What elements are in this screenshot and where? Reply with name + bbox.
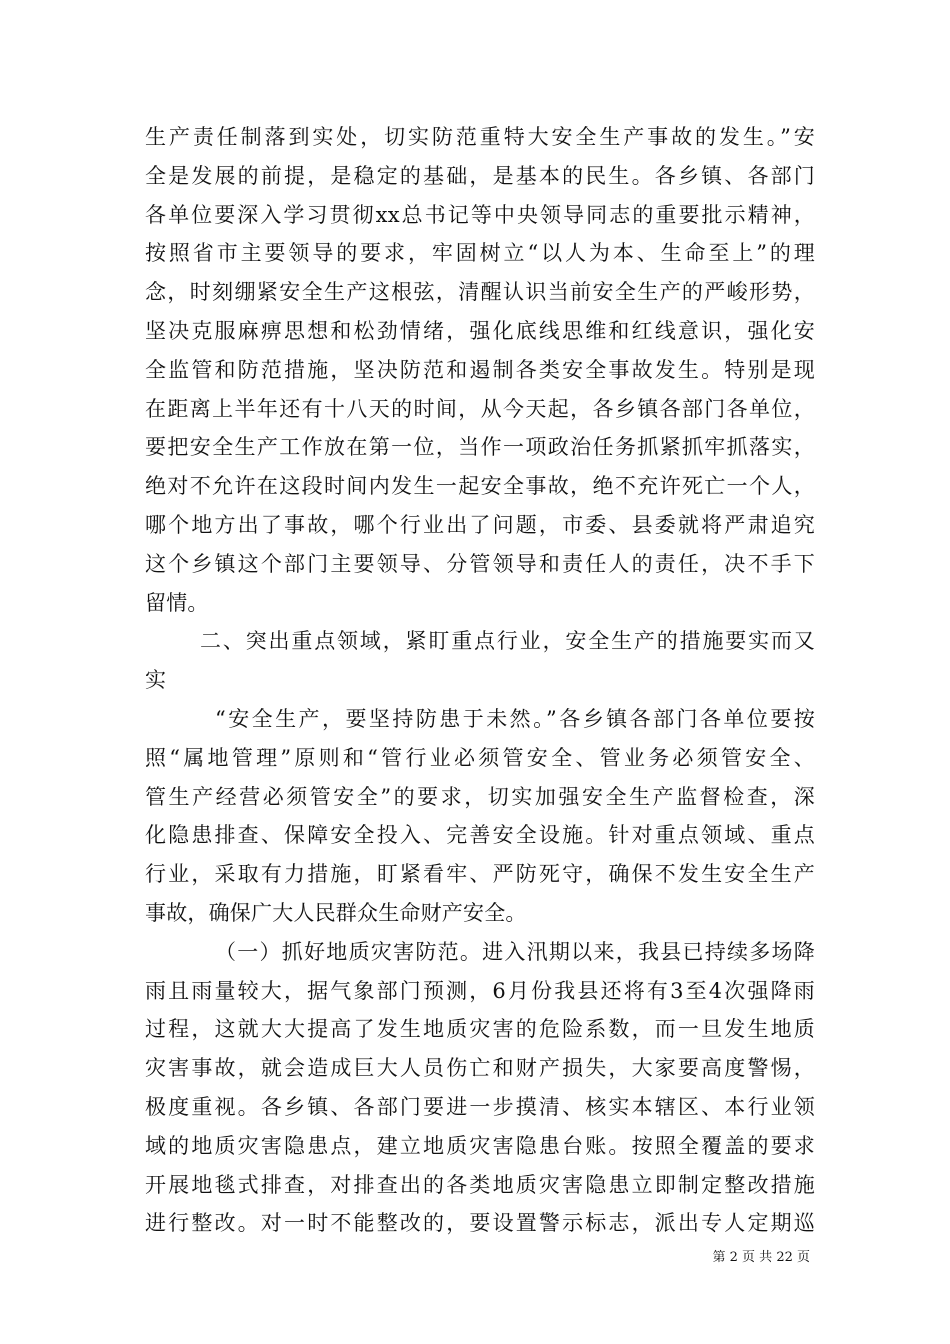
text-line: “安全生产，要坚持防患于未然。”各乡镇各部门各单位要按 xyxy=(215,706,815,731)
text-line: 各单位要深入学习贯彻xx总书记等中央领导同志的重要批示精神， xyxy=(145,202,815,227)
text-line: 在距离上半年还有十八天的时间，从今天起，各乡镇各部门各单位， xyxy=(145,396,815,421)
text-line: 坚决克服麻痹思想和松劲情绪，强化底线思维和红线意识，强化安 xyxy=(145,318,815,343)
text-line: 管生产经营必须管安全”的要求，切实加强安全生产监督检查，深 xyxy=(145,784,815,809)
text-line: 全是发展的前提，是稳定的基础，是基本的民生。各乡镇、各部门 xyxy=(145,163,815,188)
text-line: 生产责任制落到实处，切实防范重特大安全生产事故的发生。”安 xyxy=(145,125,815,149)
text-line: 事故，确保广大人民群众生命财产安全。 xyxy=(145,900,527,925)
text-line: 过程，这就大大提高了发生地质灾害的危险系数，而一旦发生地质 xyxy=(145,1017,815,1042)
section-heading-continued: 实 xyxy=(145,668,167,693)
text-line: 极度重视。各乡镇、各部门要进一步摸清、核实本辖区、本行业领 xyxy=(145,1094,815,1119)
text-line: 要把安全生产工作放在第一位，当作一项政治任务抓紧抓牢抓落实， xyxy=(145,435,815,460)
text-line: 灾害事故，就会造成巨大人员伤亡和财产损失，大家要高度警惕， xyxy=(145,1056,815,1081)
text-line: 哪个地方出了事故，哪个行业出了问题，市委、县委就将严肃追究 xyxy=(145,512,815,537)
text-line: 全监管和防范措施，坚决防范和遏制各类安全事故发生。特别是现 xyxy=(145,357,815,382)
text-line: 按照省市主要领导的要求，牢固树立“以人为本、生命至上”的理 xyxy=(145,241,815,266)
body-text xyxy=(145,118,815,1243)
text-line: 域的地质灾害隐患点，建立地质灾害隐患台账。按照全覆盖的要求 xyxy=(145,1133,815,1158)
text-line: 绝对不允许在这段时间内发生一起安全事故，绝不充许死亡一个人， xyxy=(145,474,815,499)
subsection-heading: （一）抓好地质灾害防范。进入汛期以来，我县已持续多场降 xyxy=(215,939,815,964)
text-line: 开展地毯式排查，对排查出的各类地质灾害隐患立即制定整改措施 xyxy=(145,1172,815,1197)
text-line: 留情。 xyxy=(145,590,209,615)
page-number: 第 2 页 共 22 页 xyxy=(712,1250,810,1265)
text-line: 照“属地管理”原则和“管行业必须管安全、管业务必须管安全、 xyxy=(145,745,815,770)
text-line: 行业，采取有力措施，盯紧看牢、严防死守，确保不发生安全生产 xyxy=(145,862,815,887)
text-line: 进行整改。对一时不能整改的，要设置警示标志，派出专人定期巡 xyxy=(145,1211,815,1236)
section-heading: 二、突出重点领域，紧盯重点行业，安全生产的措施要实而又 xyxy=(200,629,815,654)
text-line: 这个乡镇这个部门主要领导、分管领导和责任人的责任，决不手下 xyxy=(145,551,815,576)
text-line: 念，时刻绷紧安全生产这根弦，清醒认识当前安全生产的严峻形势， xyxy=(145,280,815,305)
text-line: 雨且雨量较大，据气象部门预测，6月份我县还将有3至4次强降雨 xyxy=(145,978,815,1003)
text-line: 化隐患排查、保障安全投入、完善安全设施。针对重点领域、重点 xyxy=(145,823,815,848)
